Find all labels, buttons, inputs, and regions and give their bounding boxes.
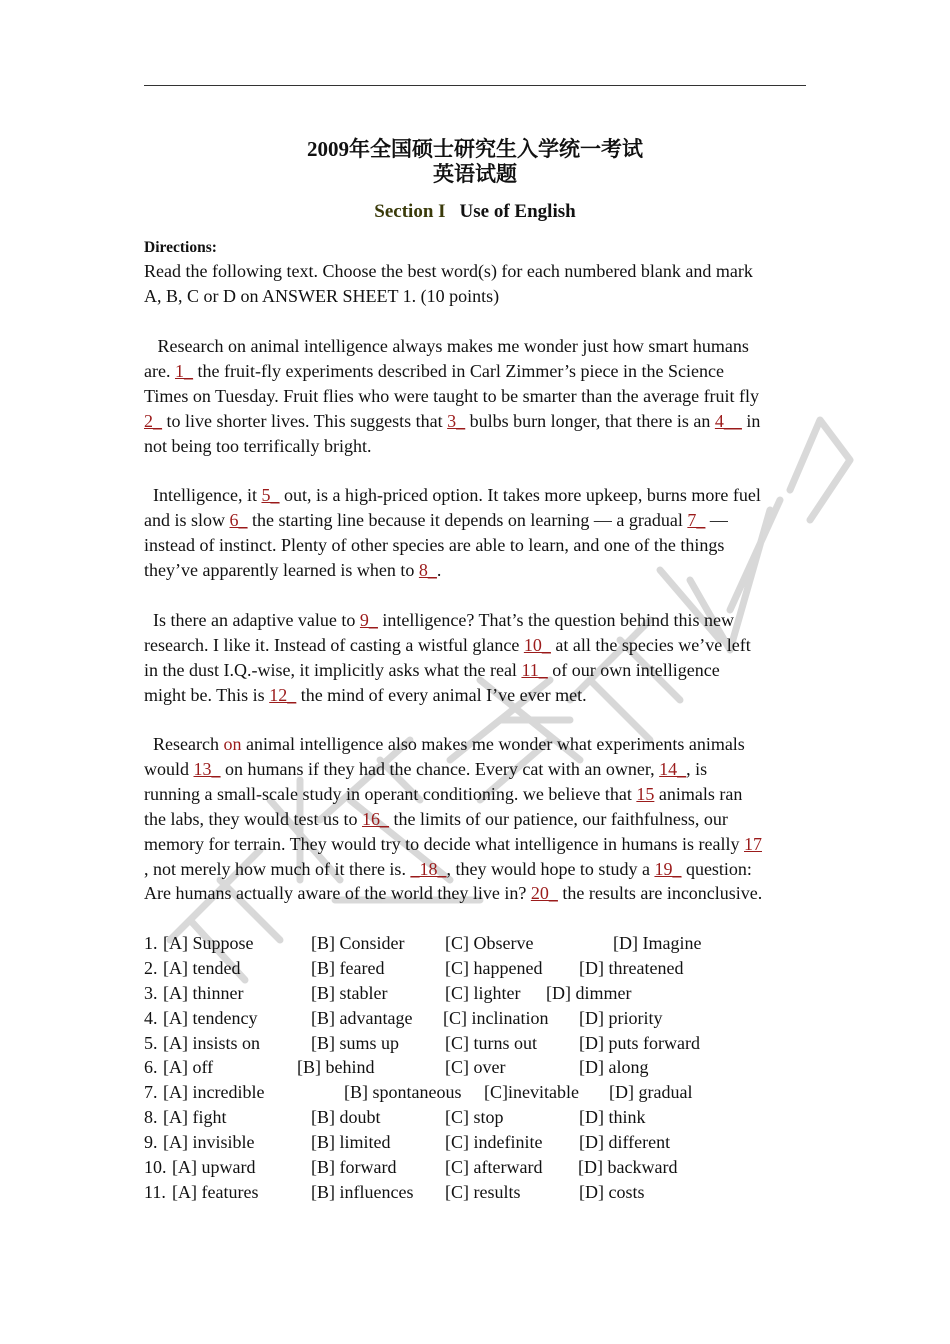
option-a: [A] insists on [163,1032,261,1053]
blank-11: 11_ [521,659,548,680]
option-d: [D] priority [579,1007,663,1028]
option-number: 7. [144,1082,158,1103]
option-c: [C] stop [445,1107,504,1128]
section-name: Use of English [459,201,576,222]
option-b: [B] advantage [311,1007,413,1028]
option-c: [C] over [445,1057,506,1078]
option-b: [B] spontaneous [344,1082,462,1103]
text-line: 2_ to live shorter lives. This suggests that 3_ bulbs burn longer, that there is an 4__ in [144,410,761,431]
text-line: research. I like it. Instead of casting a wistful glance 10_ at all the species we’ve left [144,634,751,655]
text-line: might be. This is 12_ the mind of every animal I’ve ever met. [144,684,587,705]
directions-label: Directions: [144,239,217,256]
text-line: Research on animal intelligence also makes me wonder what experiments animals [144,734,745,754]
text-line: Research on animal intelligence always makes me wonder just how smart humans [144,336,749,356]
blank-1: 1_ [174,360,193,381]
section-heading [0,200,950,224]
blank-13: 13_ [193,758,221,779]
text-line: and is slow 6_ the starting line because it depends on learning — a gradual 7_ — [144,509,728,530]
option-number: 1. [144,933,158,953]
section-number: Section I [374,201,446,222]
option-row [144,1155,824,1180]
text-line: not being too terrifically bright. [144,435,372,456]
option-c: [C] results [445,1181,521,1202]
blank-15: 15 [636,783,655,804]
option-c: [C]inevitable [484,1082,579,1103]
option-row [144,981,824,1006]
text-line: memory for terrain. They would try to decide what intelligence in humans is really 17 [144,833,762,854]
option-number: 9. [144,1132,158,1153]
option-d: [D] puts forward [579,1032,700,1053]
option-d: [D] along [579,1057,649,1078]
option-number: 10. [144,1157,167,1178]
option-d: [D] Imagine [613,933,702,953]
text-line: instead of instinct. Plenty of other species are able to learn, and one of the things [144,534,725,555]
blank-7: 7_ [687,509,706,530]
header-rule [144,85,806,86]
text-line: , not merely how much of it there is. _18_, they would hope to study a 19_ question: [144,858,752,879]
blank-6: 6_ [229,509,248,530]
option-c: [C] indefinite [445,1132,543,1153]
directions-line: Read the following text. Choose the best word(s) for each numbered blank and mark [144,261,753,281]
text-line: Intelligence, it 5_ out, is a high-priced option. It takes more upkeep, burns more fuel [144,485,761,505]
paragraph-1 [144,334,824,459]
option-d: [D] backward [578,1157,678,1178]
option-b: [B] doubt [311,1107,381,1128]
paragraph-2 [144,483,824,583]
option-d: [D] gradual [609,1082,693,1103]
option-b: [B] limited [311,1132,391,1153]
option-number: 5. [144,1032,158,1053]
option-row [144,1080,824,1105]
option-a: [A] tended [163,957,241,978]
option-number: 4. [144,1007,158,1028]
option-a: [A] features [172,1181,259,1202]
option-a: [A] incredible [163,1082,265,1103]
blank-14: 14_ [659,758,687,779]
option-b: [B] stabler [311,982,388,1003]
blank-8: 8_ [418,559,437,580]
text-line: would 13_ on humans if they had the chance. Every cat with an owner, 14_, is [144,758,708,779]
option-c: [C] inclination [443,1007,549,1028]
option-b: [B] Consider [311,933,405,953]
blank-3: 3_ [447,410,466,431]
option-c: [C] afterward [445,1157,543,1178]
option-a: [A] fight [163,1107,227,1128]
blank-10: 10_ [523,634,551,655]
option-row [144,1105,824,1130]
option-c: [C] lighter [445,982,521,1003]
option-d: [D] costs [579,1181,645,1202]
option-a: [A] tendency [163,1007,258,1028]
text-line: they’ve apparently learned is when to 8_. [144,559,442,580]
option-b: [B] behind [297,1057,375,1078]
text-line: Are humans actually aware of the world they live in? 20_ the results are inconclusive. [144,883,763,904]
directions-line: A, B, C or D on ANSWER SHEET 1. (10 points) [144,285,500,306]
option-b: [B] sums up [311,1032,400,1053]
text-line: running a small-scale study in operant conditioning. we believe that 15 animals ran [144,783,743,804]
exam-title: 2009年全国硕士研究生入学统一考试 [307,137,643,161]
blank-19: 19_ [654,858,682,879]
option-c: [C] happened [445,957,543,978]
option-number: 6. [144,1057,158,1078]
option-row [144,931,824,956]
option-b: [B] influences [311,1181,414,1202]
option-a: [A] off [163,1057,214,1078]
option-number: 11. [144,1181,166,1202]
option-number: 8. [144,1107,158,1128]
option-row [144,956,824,981]
highlighted-word: on [223,734,242,754]
blank-20: 20_ [530,883,558,904]
blank-2: 2_ [144,410,162,431]
text-line: the labs, they would test us to 16_ the limits of our patience, our faithfulness, our [144,808,728,829]
option-number: 3. [144,982,158,1003]
option-row [144,1130,824,1155]
option-a: [A] upward [172,1157,256,1178]
blank-5: 5_ [261,485,280,505]
blank-17: 17 [744,833,762,854]
text-line: Times on Tuesday. Fruit flies who were taught to be smarter than the average fruit fly [144,385,760,406]
option-c: [C] turns out [445,1032,537,1053]
option-c: [C] Observe [445,933,534,953]
option-b: [B] feared [311,957,385,978]
text-line: are. 1_ the fruit-fly experiments described in Carl Zimmer’s piece in the Science [144,360,724,381]
blank-16: 16_ [361,808,389,829]
option-a: [A] thinner [163,982,244,1003]
text-line: in the dust I.Q.-wise, it implicitly asks what the real 11_ of our own intelligence [144,659,720,680]
option-row [144,1180,824,1205]
option-d: [D] different [579,1132,671,1153]
option-d: [D] think [579,1107,646,1128]
blank-4: 4__ [714,410,742,431]
option-row [144,1031,824,1056]
option-number: 2. [144,957,158,978]
blank-9: 9_ [359,610,378,630]
option-b: [B] forward [311,1157,397,1178]
option-a: [A] Suppose [163,933,254,953]
blank-18: _18_ [410,858,447,879]
option-d: [D] dimmer [546,982,632,1003]
options-list [144,931,824,1205]
option-a: [A] invisible [163,1132,255,1153]
blank-12: 12_ [269,684,297,705]
option-d: [D] threatened [579,957,684,978]
text-line: Is there an adaptive value to 9_ intelligence? That’s the question behind this new [144,610,735,630]
paragraph-4 [144,732,824,906]
directions-text [144,259,824,309]
option-row [144,1006,824,1031]
option-row [144,1055,824,1080]
paragraph-3 [144,608,824,708]
exam-subtitle: 英语试题 [433,162,517,186]
